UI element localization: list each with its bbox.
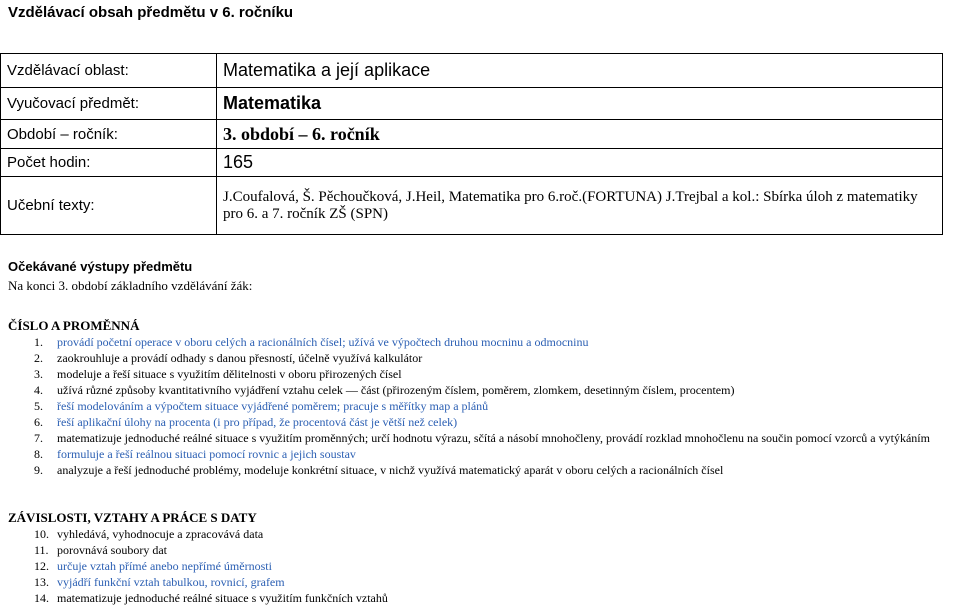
outcome-item <box>0 574 960 590</box>
outcome-item <box>0 398 960 414</box>
outcome-item <box>0 590 960 606</box>
period-value: 3. období – 6. ročník <box>217 120 943 149</box>
row-area <box>1 54 943 88</box>
section-title: ČÍSLO A PROMĚNNÁ <box>8 318 140 333</box>
outputs-heading: Očekávané výstupy předmětu <box>8 259 193 274</box>
outcome-number: 13. <box>34 575 49 589</box>
outcome-text: porovnává soubory dat <box>57 543 167 557</box>
outcome-number: 1. <box>34 335 43 349</box>
outcome-number: 8. <box>34 447 43 461</box>
outcome-text: modeluje a řeší situace s využitím dělitelnosti v oboru přirozených čísel <box>57 367 402 381</box>
outcome-text: provádí početní operace v oboru celých a racionálních čísel; užívá ve výpočtech druhou mocninu a odmocninu <box>57 335 589 349</box>
outcome-number: 9. <box>34 463 43 477</box>
outcome-number: 6. <box>34 415 43 429</box>
outcome-item <box>0 366 960 382</box>
outputs-intro: Na konci 3. období základního vzdělávání žák: <box>8 278 253 293</box>
outcome-text: vyjádří funkční vztah tabulkou, rovnicí, grafem <box>57 575 285 589</box>
outcome-item <box>0 558 960 574</box>
outcome-text: řeší aplikační úlohy na procenta (i pro případ, že procentová část je větší než celek) <box>57 415 458 429</box>
section-title: ZÁVISLOSTI, VZTAHY A PRÁCE S DATY <box>8 510 257 525</box>
outcome-text: analyzuje a řeší jednoduché problémy, modeluje konkrétní situace, v nichž využívá matematický aparát v oboru celých a racionálních čísel <box>57 463 724 477</box>
outcome-number: 5. <box>34 399 43 413</box>
outcome-number: 4. <box>34 383 43 397</box>
hours-label: Počet hodin: <box>1 149 217 177</box>
period-label: Období – ročník: <box>1 120 217 149</box>
texts-label: Učební texty: <box>1 177 217 235</box>
subject-label: Vyučovací předmět: <box>1 88 217 120</box>
outcome-number: 7. <box>34 431 43 445</box>
outcome-item <box>0 382 960 398</box>
outcome-text: matematizuje jednoduché reálné situace s využitím proměnných; určí hodnotu výrazu, sčítá a násobí mnohočleny, provádí rozklad mnohočlenu na součin pomocí vzorců a vytýkáním <box>57 431 930 445</box>
outcome-number: 3. <box>34 367 43 381</box>
outcome-number: 11. <box>34 543 49 557</box>
outcome-item <box>0 414 960 430</box>
outcome-text: vyhledává, vyhodnocuje a zpracovává data <box>57 527 264 541</box>
outcome-text: zaokrouhluje a provádí odhady s danou přesností, účelně využívá kalkulátor <box>57 351 423 365</box>
document-title: Vzdělávací obsah předmětu v 6. ročníku <box>8 4 294 21</box>
outcome-text: určuje vztah přímé anebo nepřímé úměrnosti <box>57 559 272 573</box>
hours-value: 165 <box>217 149 943 177</box>
texts-value: J.Coufalová, Š. Pěchoučková, J.Heil, Matematika pro 6.roč.(FORTUNA) J.Trejbal a kol.: Sbírka úloh z matematiky pro 6. a 7. ročník ZŠ (SPN) <box>217 177 943 235</box>
row-hours <box>1 149 943 177</box>
outcome-item <box>0 542 960 558</box>
outcome-text: matematizuje jednoduché reálné situace s využitím funkčních vztahů <box>57 591 388 605</box>
outcome-item <box>0 334 960 350</box>
outcome-item <box>0 526 960 542</box>
outcome-item <box>0 350 960 366</box>
outcome-item <box>0 446 960 462</box>
outcome-list <box>0 526 960 606</box>
row-subject <box>1 88 943 120</box>
outcome-number: 10. <box>34 527 49 541</box>
subject-value: Matematika <box>217 88 943 120</box>
area-label: Vzdělávací oblast: <box>1 54 217 88</box>
outcome-item <box>0 430 960 446</box>
outcome-number: 12. <box>34 559 49 573</box>
area-value: Matematika a její aplikace <box>217 54 943 88</box>
row-period <box>1 120 943 149</box>
outcome-text: řeší modelováním a výpočtem situace vyjádřené poměrem; pracuje s měřítky map a plánů <box>57 399 489 413</box>
subject-info-table <box>0 53 943 235</box>
outcome-number: 14. <box>34 591 49 605</box>
outcome-item <box>0 462 960 478</box>
outcome-text: formuluje a řeší reálnou situaci pomocí rovnic a jejich soustav <box>57 447 356 461</box>
outcome-text: užívá různé způsoby kvantitativního vyjádření vztahu celek — část (přirozeným číslem, poměrem, zlomkem, desetinným číslem, procentem) <box>57 383 735 397</box>
outcome-number: 2. <box>34 351 43 365</box>
row-texts <box>1 177 943 235</box>
outcome-list <box>0 334 960 478</box>
